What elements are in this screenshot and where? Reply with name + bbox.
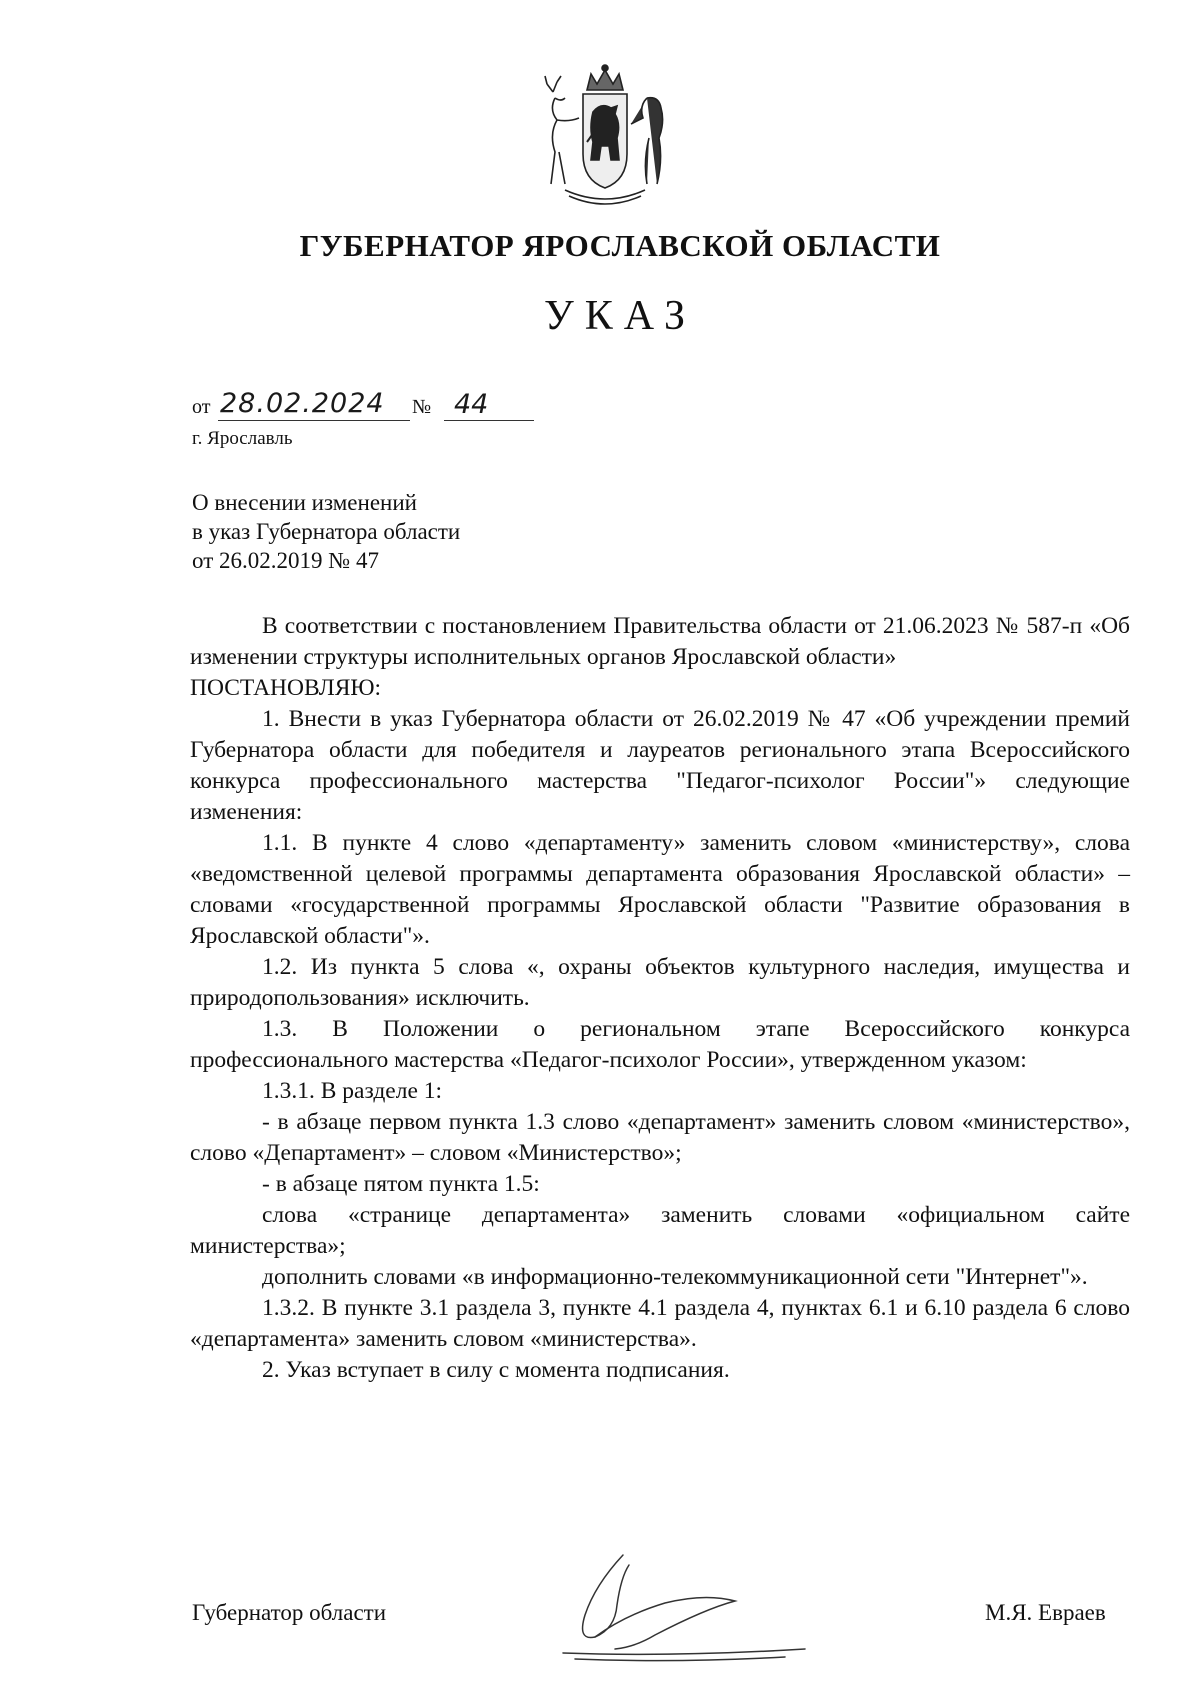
coat-of-arms-icon [535,62,675,212]
handwritten-signature-icon [555,1545,815,1665]
paragraph-1-3-1-d: дополнить словами «в информационно-телекоммуникационной сети "Интернет"». [262,1264,1088,1290]
subject-line: в указ Губернатора области [192,519,461,544]
paragraph-1-2: 1.2. Из пункта 5 слова «, охраны объектов культурного наследия, имущества и природопользования» исключить. [190,954,1130,1011]
subject-line: от 26.02.2019 № 47 [192,548,379,573]
organization-title: ГУБЕРНАТОР ЯРОСЛАВСКОЙ ОБЛАСТИ [299,228,941,263]
preamble: В соответствии с постановлением Правительства области от 21.06.2023 № 587-п «Об изменении структуры исполнительных органов Ярославской области» [190,613,1130,670]
number-sign: № [412,396,432,418]
signatory-position: Губернатор области [192,1600,387,1625]
paragraph-1-3-1: 1.3.1. В разделе 1: [262,1078,443,1104]
date-prefix: от [192,396,211,418]
paragraph-1-3-1-c: слова «странице департамента» заменить словами «официальном сайте министерства»; [190,1202,1130,1259]
decree-subject [192,488,460,575]
subject-line: О внесении изменений [192,490,417,515]
paragraph-1-3-2: 1.3.2. В пункте 3.1 раздела 3, пункте 4.1 раздела 4, пунктах 6.1 и 6.10 раздела 6 слово «департамента» заменить словом «министерства». [190,1295,1130,1352]
paragraph-1: 1. Внести в указ Губернатора области от 26.02.2019 № 47 «Об учреждении премий Губернатора области для победителя и лауреатов регионального этапа Всероссийского конкурса профессионального мастерства "Педагог-психолог России"» следующие изменения: [190,706,1130,825]
paragraph-1-3: 1.3. В Положении о региональном этапе Всероссийского конкурса профессионального мастерства «Педагог-психолог России», утвержденном указом: [190,1016,1130,1073]
decree-number: 44 [444,389,534,421]
paragraph-1-3-1-a: - в абзаце первом пункта 1.3 слово «департамент» заменить словом «министерство», слово «Департамент» – словом «Министерство»; [190,1109,1130,1166]
paragraph-1-1: 1.1. В пункте 4 слово «департаменту» заменить словом «министерству», слова «ведомственной целевой программы департамента образования Ярославской области» – словами «государственной программы Ярославской области "Развитие образования в Ярославской области"». [190,830,1130,949]
paragraph-2: 2. Указ вступает в силу с момента подписания. [262,1357,730,1383]
paragraph-1-3-1-b: - в абзаце пятом пункта 1.5: [262,1171,540,1197]
document-type: УКАЗ [543,293,697,339]
city: г. Ярославль [192,428,293,449]
date-number-line [192,388,532,425]
decree-date: 28.02.2024 [218,388,410,421]
decree-word: ПОСТАНОВЛЯЮ: [190,675,382,701]
signatory-name: М.Я. Евраев [985,1600,1106,1625]
decree-body [190,611,1130,1386]
